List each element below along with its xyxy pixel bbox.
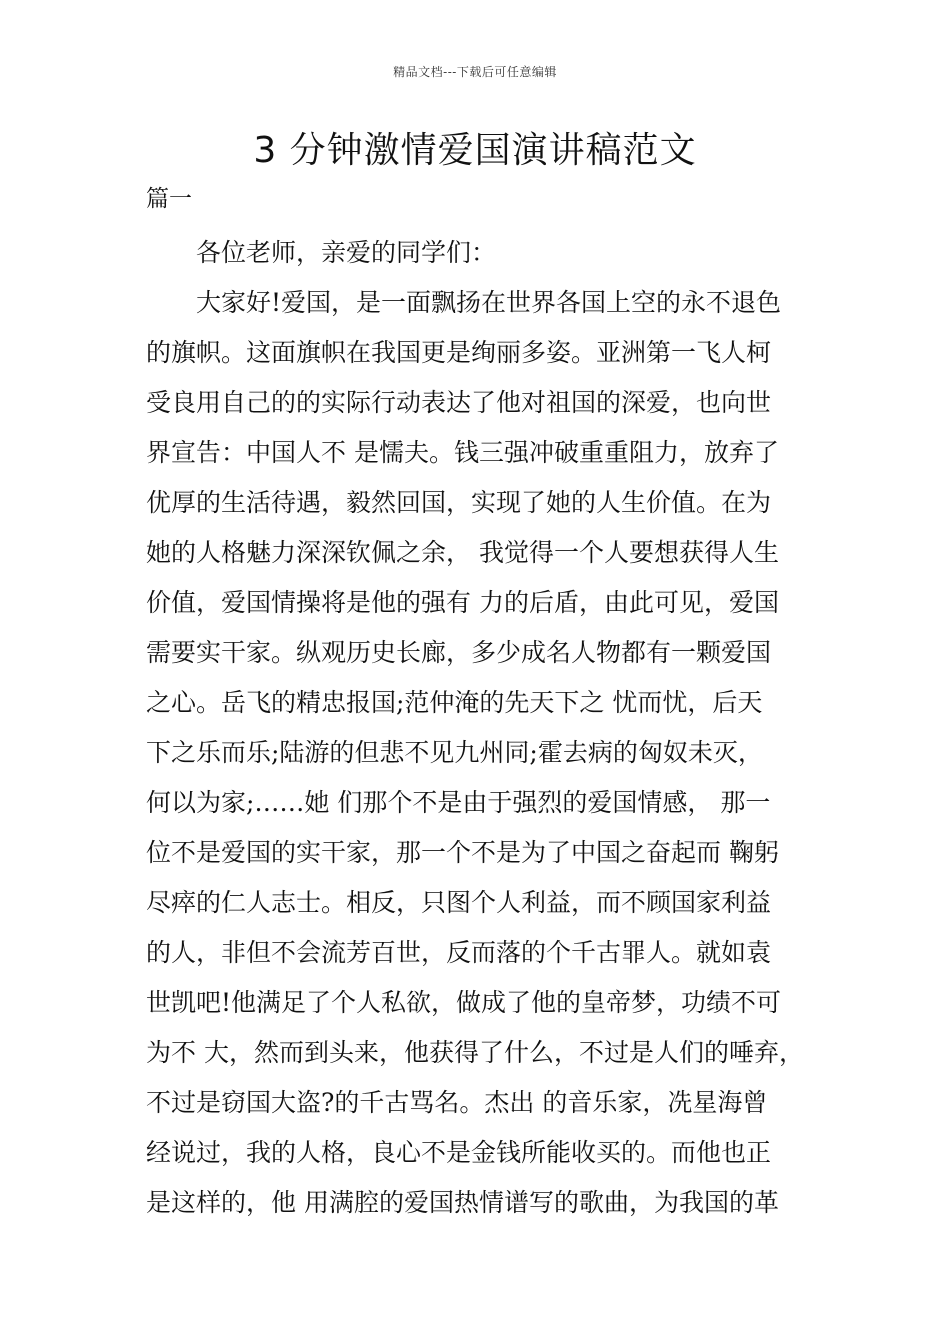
section-label: 篇一 bbox=[146, 186, 192, 212]
document-title: 3 分钟激情爱国演讲稿范文 bbox=[253, 130, 697, 171]
paragraph-line: 下之乐而乐;陆游的但悲不见九州同;霍去病的匈奴未灭， bbox=[146, 738, 763, 767]
paragraph-line: 尽瘁的仁人志士。相反，只图个人利益，而不顾国家利益 bbox=[146, 888, 772, 917]
salutation-line: 各位老师，亲爱的同学们： bbox=[196, 238, 497, 267]
paragraph-line: 之心。岳飞的精忠报国;范仲淹的先天下之 忧而忧，后天 bbox=[146, 688, 763, 717]
paragraph-line: 世凯吧!他满足了个人私欲，做成了他的皇帝梦，功绩不可 bbox=[146, 988, 782, 1017]
paragraph-line: 何以为家;……她 们那个不是由于强烈的爱国情感， 那一 bbox=[146, 788, 771, 817]
paragraph-line: 优厚的生活待遇，毅然回国，实现了她的人生价值。在为 bbox=[146, 488, 772, 517]
paragraph-line: 的人，非但不会流芳百世，反而落的个千古罪人。就如袁 bbox=[146, 938, 772, 967]
paragraph-line: 位不是爱国的实干家，那一个不是为了中国之奋起而 鞠躬 bbox=[146, 838, 779, 867]
paragraph-line: 受良用自己的的实际行动表达了他对祖国的深爱，也向世 bbox=[146, 388, 772, 417]
paragraph-line: 她的人格魅力深深钦佩之余， 我觉得一个人要想获得人生 bbox=[146, 538, 779, 567]
header-note: 精品文档---下载后可任意编辑 bbox=[393, 65, 557, 79]
paragraph-line: 不过是窃国大盗?的千古骂名。杰出 的音乐家，冼星海曾 bbox=[146, 1088, 768, 1117]
paragraph-line: 经说过，我的人格，良心不是金钱所能收买的。而他也正 bbox=[146, 1138, 772, 1167]
paragraph-line: 的旗帜。这面旗帜在我国更是绚丽多姿。亚洲第一飞人柯 bbox=[146, 338, 772, 367]
paragraph-line: 是这样的，他 用满腔的爱国热情谱写的歌曲，为我国的革 bbox=[146, 1188, 779, 1217]
paragraph-line: 价值，爱国情操将是他的强有 力的后盾，由此可见，爱国 bbox=[146, 588, 779, 617]
body-text bbox=[146, 228, 816, 1228]
paragraph-line: 需要实干家。纵观历史长廊，多少成名人物都有一颗爱国 bbox=[146, 638, 772, 667]
paragraph-line: 为不 大，然而到头来，他获得了什么，不过是人们的唾弃， bbox=[146, 1038, 804, 1067]
paragraph-line: 大家好!爱国，是一面飘扬在世界各国上空的永不退色 bbox=[196, 288, 782, 317]
paragraph-line: 界宣告：中国人不 是懦夫。钱三强冲破重重阻力，放弃了 bbox=[146, 438, 779, 467]
